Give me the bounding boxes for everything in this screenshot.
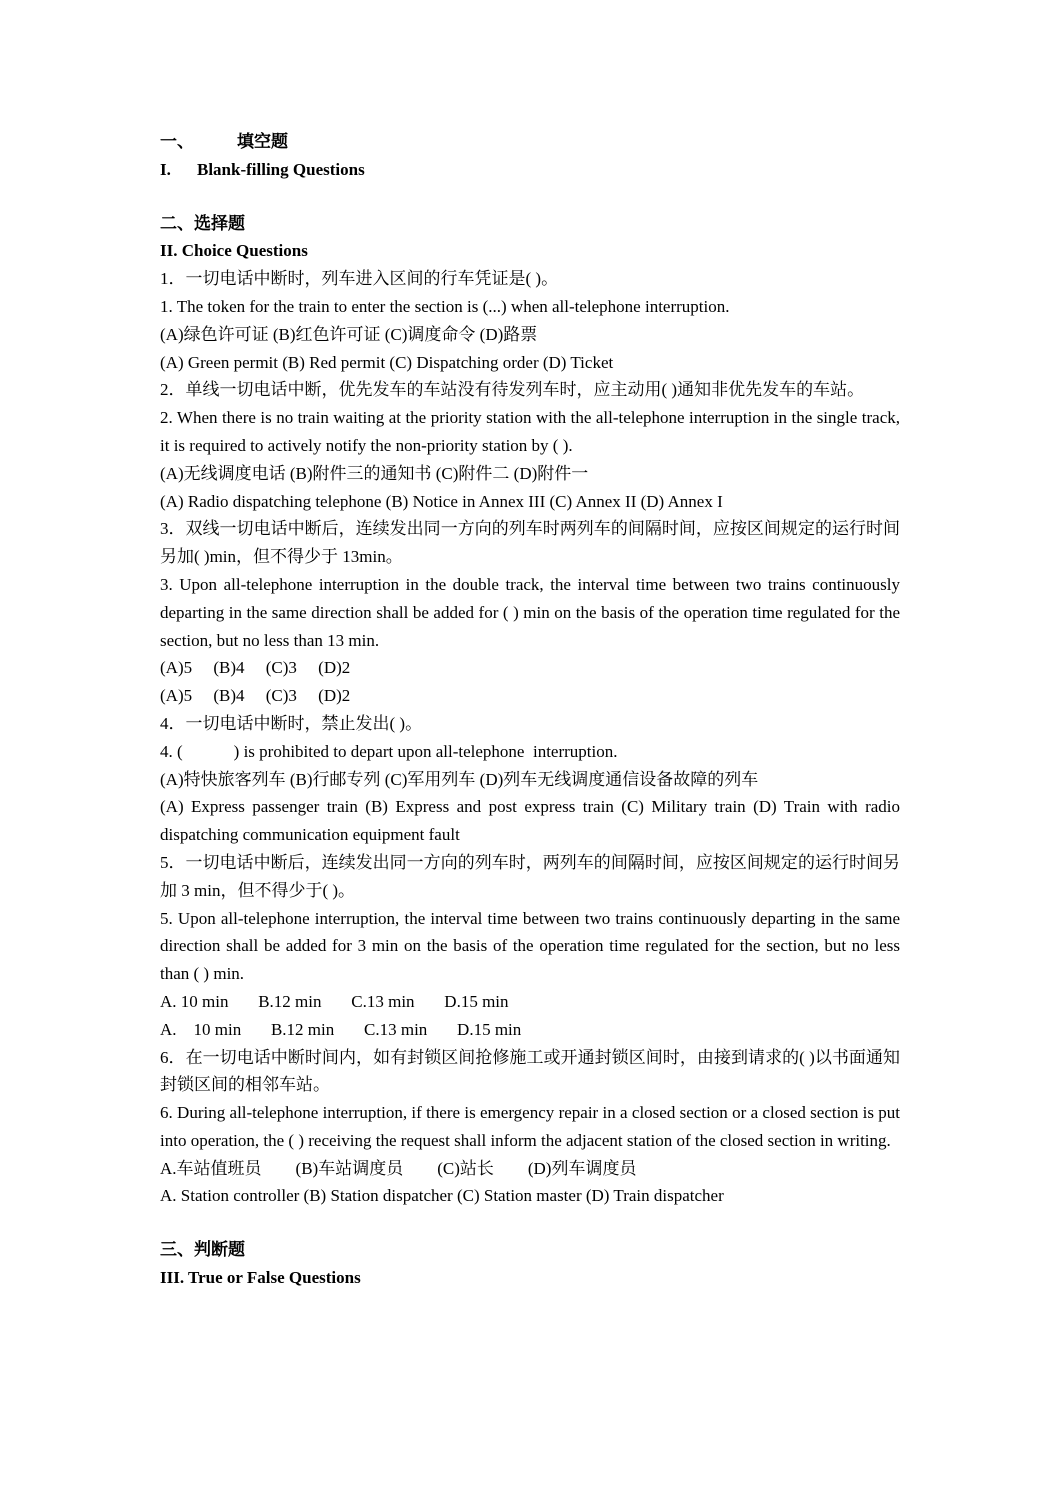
section1-en-title: Blank-filling Questions bbox=[197, 159, 365, 179]
section3-en-heading: III. True or False Questions bbox=[160, 1268, 361, 1288]
question-5-cn-options: A. 10 min B.12 min C.13 min D.15 min bbox=[160, 991, 509, 1011]
question-4-en: 4. ( ) is prohibited to depart upon all-telephone interruption. bbox=[160, 741, 618, 761]
question-1-cn: 1．一切电话中断时，列车进入区间的行车凭证是( )。 bbox=[160, 269, 559, 289]
section1-cn-title: 填空题 bbox=[237, 132, 288, 151]
question-5-cn: 5．一切电话中断后，连续发出同一方向的列车时，两列车的间隔时间，应按区间规定的运行时间另加 3 min，但不得少于( )。 bbox=[160, 852, 900, 900]
question-3-en: 3. Upon all-telephone interruption in the double track, the interval time between two trains continuously departing in the same direction shall be added for ( ) min on the basis of the operation time regulated for the section, but no less than 13 min. bbox=[160, 574, 900, 650]
section1-cn-number: 一、 bbox=[160, 132, 194, 151]
question-1-en: 1. The token for the train to enter the section is (...) when all-telephone interruption. bbox=[160, 296, 730, 316]
question-1-en-options: (A) Green permit (B) Red permit (C) Dispatching order (D) Ticket bbox=[160, 352, 614, 372]
section2-cn-heading: 二、选择题 bbox=[160, 213, 245, 233]
question-4-cn-options: (A)特快旅客列车 (B)行邮专列 (C)军用列车 (D)列车无线调度通信设备故障的列车 bbox=[160, 769, 759, 789]
question-2-cn: 2．单线一切电话中断，优先发车的车站没有待发列车时，应主动用( )通知非优先发车的车站。 bbox=[160, 380, 865, 400]
section1-en-heading bbox=[160, 156, 900, 184]
question-6-cn-options: A.车站值班员 (B)车站调度员 (C)站长 (D)列车调度员 bbox=[160, 1158, 637, 1178]
section1-en-number: I. bbox=[160, 159, 171, 179]
question-6-en: 6. During all-telephone interruption, if there is emergency repair in a closed section or a closed section is put into operation, the ( ) receiving the request shall inform the adjacent station of the closed section in writing. bbox=[160, 1103, 900, 1150]
question-2-en: 2. When there is no train waiting at the priority station with the all-telephone interruption in the single track, it is required to actively notify the non-priority station by ( ). bbox=[160, 408, 900, 455]
section2-en-heading: II. Choice Questions bbox=[160, 241, 308, 261]
question-5-en: 5. Upon all-telephone interruption, the interval time between two trains continuously departing in the same direction shall be added for 3 min on the basis of the operation time regulated for the section, but no less than ( ) min. bbox=[160, 908, 900, 984]
section3-cn-heading: 三、判断题 bbox=[160, 1240, 245, 1260]
question-3-en-options: (A)5 (B)4 (C)3 (D)2 bbox=[160, 686, 351, 706]
question-3-cn: 3．双线一切电话中断后，连续发出同一方向的列车时两列车的间隔时间，应按区间规定的运行时间另加( )min，但不得少于 13min。 bbox=[160, 519, 900, 567]
section1-cn-heading bbox=[160, 128, 900, 156]
question-2-cn-options: (A)无线调度电话 (B)附件三的通知书 (C)附件二 (D)附件一 bbox=[160, 463, 589, 483]
question-3-cn-options: (A)5 (B)4 (C)3 (D)2 bbox=[160, 658, 351, 678]
document-page bbox=[160, 128, 900, 1292]
question-2-en-options: (A) Radio dispatching telephone (B) Notice in Annex III (C) Annex II (D) Annex I bbox=[160, 491, 723, 511]
question-1-cn-options: (A)绿色许可证 (B)红色许可证 (C)调度命令 (D)路票 bbox=[160, 324, 538, 344]
question-6-en-options: A. Station controller (B) Station dispatcher (C) Station master (D) Train dispatcher bbox=[160, 1186, 724, 1206]
question-4-en-options: (A) Express passenger train (B) Express and post express train (C) Military train (D) Train with radio dispatching communication equipment fault bbox=[160, 797, 900, 845]
question-5-en-options: A. 10 min B.12 min C.13 min D.15 min bbox=[160, 1019, 522, 1039]
spacer bbox=[160, 1210, 900, 1236]
question-6-cn: 6．在一切电话中断时间内，如有封锁区间抢修施工或开通封锁区间时，由接到请求的( )以书面通知封锁区间的相邻车站。 bbox=[160, 1047, 900, 1095]
question-4-cn: 4．一切电话中断时，禁止发出( )。 bbox=[160, 713, 423, 733]
spacer bbox=[160, 184, 900, 210]
